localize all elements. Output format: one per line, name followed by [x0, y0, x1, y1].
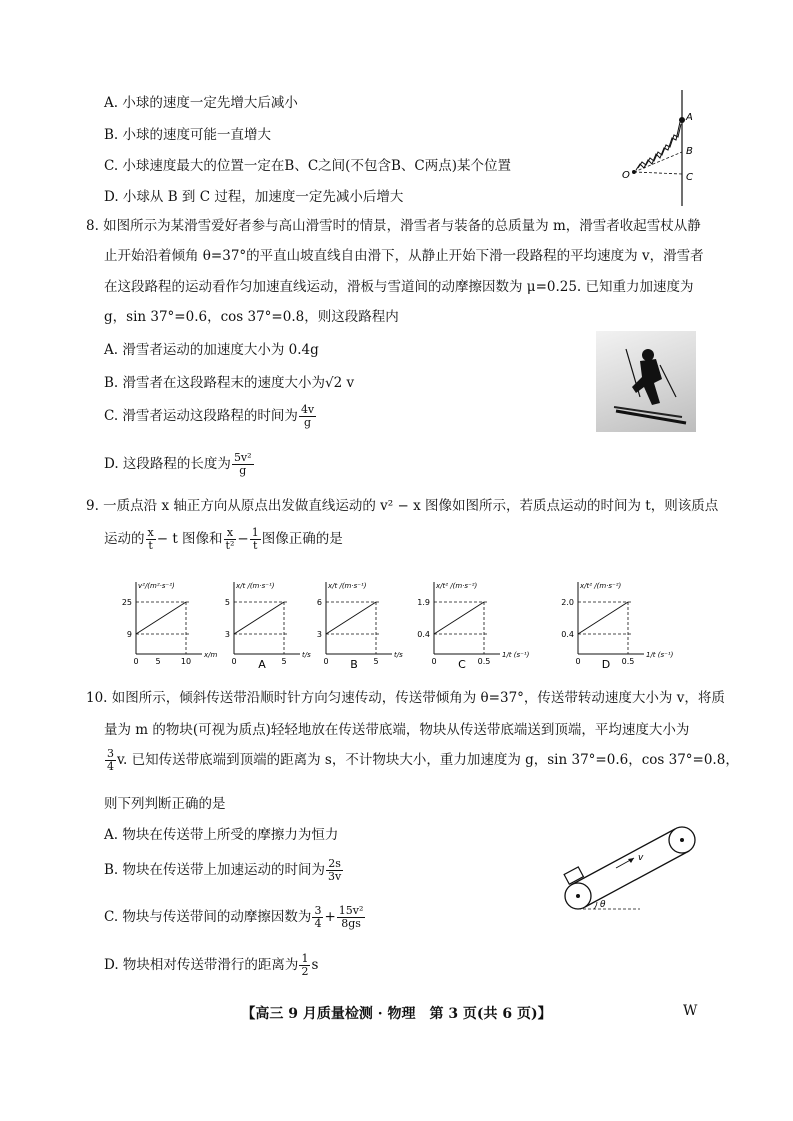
graph-line: [136, 602, 186, 634]
x-tick-label: 5: [155, 657, 161, 666]
y-tick-label: 25: [121, 598, 132, 607]
x-tick-label: 0: [431, 657, 437, 666]
y-tick-label: 5: [224, 598, 230, 607]
q8-stem-line3: 在这段路程的运动看作匀加速直线运动，滑板与雪道间的动摩擦因数为 μ=0.25. 已知重力加速度为: [104, 279, 694, 295]
label-theta: θ: [600, 900, 606, 910]
q10-option-d: D. 物块相对传送带滑行的距离为 $\frac{1}{2}$ s: [104, 952, 319, 978]
graph-line: [578, 602, 628, 634]
q8-option-d: D. 这段路程的长度为 $\frac{\text{5v²}}{g}$: [104, 451, 252, 477]
q9-graphs-svg: [118, 568, 678, 668]
q10-conveyor-figure: [560, 818, 710, 918]
page-footer: 【高三 9 月质量检测 · 物理 第 3 页(共 6 页)】: [241, 1006, 552, 1022]
q9-stem-line1: 9. 一质点沿 x 轴正方向从原点出发做直线运动的 v² − x 图像如图所示，若质点运动的时间为 t，则该质点: [86, 498, 719, 514]
x-axis-label: t/s: [394, 651, 403, 659]
fraction: $\frac{1}{2}$: [301, 952, 309, 978]
x-axis-label: t/s: [302, 651, 311, 659]
label-o: O: [622, 170, 630, 181]
q8-stem-line4: g，sin 37°=0.6，cos 37°=0.8，则这段路程内: [104, 309, 399, 325]
x-tick-label: 0: [323, 657, 329, 666]
graph-letter: A: [258, 658, 266, 668]
skier-photo: [596, 331, 696, 432]
x-tick-label: 0.5: [621, 657, 635, 666]
y-tick-label: 9: [126, 630, 132, 639]
q10-stem-line2: 量为 m 的物块(可视为质点)轻轻地放在传送带底端，物块从传送带底端送到顶端，平均速度大小为: [104, 722, 690, 738]
q10-option-c: C. 物块与传送带间的动摩擦因数为 $\frac{3}{4}$ + $\frac{\text{15v²}}{8gs}$: [104, 904, 364, 930]
label-c: C: [686, 172, 693, 183]
q7-spring-figure: [618, 88, 698, 208]
x-axis-label: 1/t (s⁻¹): [646, 651, 674, 659]
x-tick-label: 5: [373, 657, 379, 666]
q9-stem-line2: 运动的 $\frac{x}{t}$ − t 图像和 $\frac{x}{\text{t²}}$ − $\frac{1}{t}$ 图像正确的是: [104, 526, 343, 552]
fraction: $\frac{x}{t}$: [147, 526, 154, 552]
q10-option-b: B. 物块在传送带上加速运动的时间为 $\frac{2s}{3v}$: [104, 857, 342, 883]
graph-line: [326, 602, 376, 634]
belt-top: [571, 829, 675, 885]
q8-option-b: B. 滑雪者在这段路程末的速度大小为√2 v: [104, 375, 355, 391]
q10-stem-line1: 10. 如图所示，倾斜传送带沿顺时针方向匀速传动，传送带倾角为 θ=37°，传送带转动速度大小为 v，将质: [86, 690, 725, 706]
q7-option-a: A. 小球的速度一定先增大后减小: [104, 95, 298, 111]
fraction: $\frac{2s}{3v}$: [328, 857, 342, 883]
y-axis-label: x/t² /(m·s⁻²): [436, 582, 478, 590]
y-axis-label: v²/(m²·s⁻²): [138, 582, 175, 590]
fraction: $\frac{\text{15v²}}{8gs}$: [338, 904, 364, 930]
fraction: $\frac{\text{5v²}}{g}$: [233, 451, 252, 477]
x-axis-label: x/m: [204, 651, 218, 659]
y-tick-label: 1.9: [417, 598, 430, 607]
x-tick-label: 0: [231, 657, 237, 666]
y-axis-label: x/t² /(m·s⁻²): [580, 582, 622, 590]
x-tick-label: 5: [281, 657, 287, 666]
y-tick-label: 2.0: [561, 598, 574, 607]
x-axis-label: 1/t (s⁻¹): [502, 651, 530, 659]
graph-letter: D: [601, 658, 611, 668]
y-axis-label: x/t /(m·s⁻¹): [328, 582, 367, 590]
y-tick-label: 0.4: [417, 630, 430, 639]
skier-silhouette: [596, 331, 696, 432]
fraction: $\frac{x}{\text{t²}}$: [225, 526, 235, 552]
y-tick-label: 3: [316, 630, 322, 639]
label-b: B: [686, 146, 693, 157]
q8-option-c: C. 滑雪者运动这段路程的时间为 $\frac{4v}{g}$: [104, 403, 315, 429]
graph-line: [234, 602, 284, 634]
q8-stem-line1: 8. 如图所示为某滑雪爱好者参与高山滑雪时的情景，滑雪者与装备的总质量为 m，滑雪者收起雪杖从静: [86, 218, 701, 234]
x-tick-label: 10: [180, 657, 192, 666]
footer-mark: W: [683, 1003, 698, 1019]
fraction: $\frac{1}{t}$: [251, 526, 259, 552]
graph-letter: C: [458, 658, 466, 668]
block: [564, 867, 583, 884]
q7-option-b: B. 小球的速度可能一直增大: [104, 127, 272, 143]
y-axis-label: x/t /(m·s⁻¹): [236, 582, 275, 590]
q10-stem-line3: $\frac{3}{4}$ v. 已知传送带底端到顶端的距离为 s，不计物块大小，重力加速度为 g，sin 37°=0.6，cos 37°=0.8，: [107, 747, 739, 773]
q8-stem-line2: 止开始沿着倾角 θ=37°的平直山坡直线自由滑下，从静止开始下滑一段路程的平均速度为 v，滑雪者: [104, 248, 704, 264]
q10-stem-line4: 则下列判断正确的是: [104, 796, 226, 812]
q7-option-c: C. 小球速度最大的位置一定在B、C之间(不包含B、C两点)某个位置: [104, 158, 511, 174]
label-a: A: [686, 112, 693, 123]
label-v: v: [638, 853, 644, 863]
belt-bottom: [585, 851, 689, 907]
fraction: $\frac{3}{4}$: [314, 904, 322, 930]
graph-line: [434, 602, 484, 634]
fraction: $\frac{4v}{g}$: [300, 403, 315, 429]
fraction: $\frac{3}{4}$: [107, 747, 114, 773]
graph-letter: B: [350, 658, 358, 668]
x-tick-label: 0.5: [477, 657, 491, 666]
q10-option-a: A. 物块在传送带上所受的摩擦力为恒力: [104, 827, 339, 843]
x-tick-label: 0: [575, 657, 581, 666]
q9-graphs: [118, 568, 678, 668]
q8-option-a: A. 滑雪者运动的加速度大小为 0.4g: [104, 342, 319, 358]
x-tick-label: 0: [133, 657, 139, 666]
y-tick-label: 6: [316, 598, 322, 607]
y-tick-label: 3: [224, 630, 230, 639]
y-tick-label: 0.4: [561, 630, 574, 639]
q7-option-d: D. 小球从 B 到 C 过程，加速度一定先减小后增大: [104, 189, 404, 205]
